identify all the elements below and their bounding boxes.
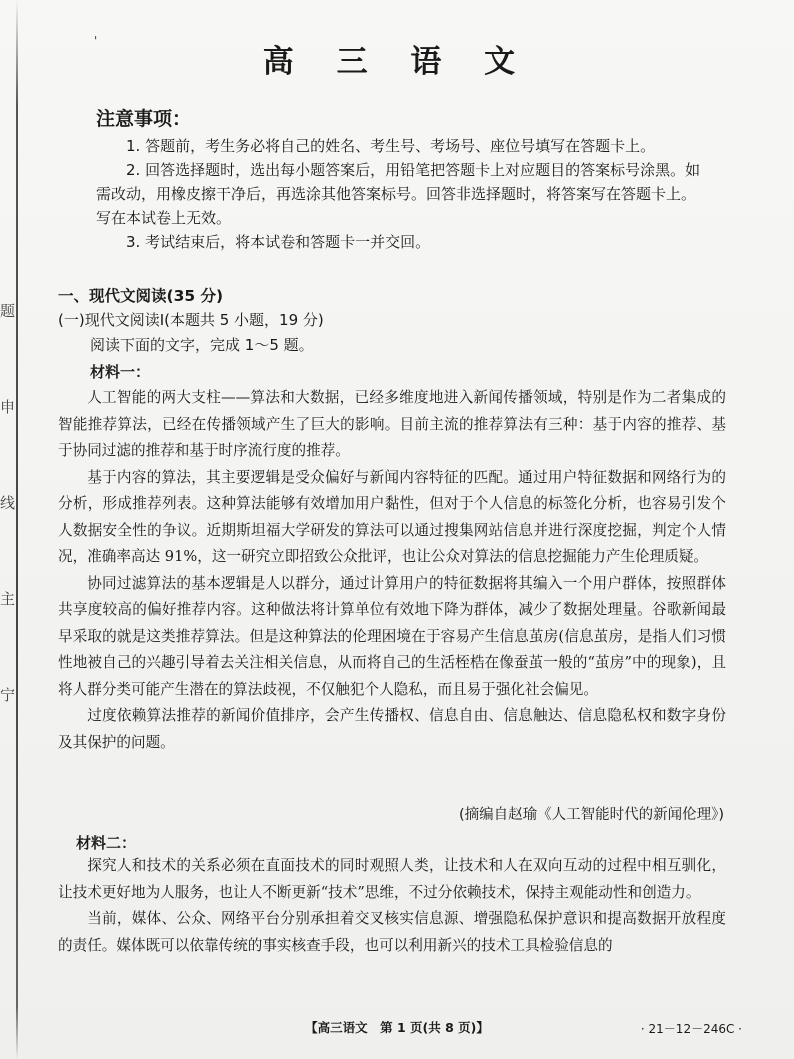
margin-mark: 申 [0,398,16,416]
margin-mark: 线 [0,494,16,512]
corner-mark: ' [94,34,98,48]
margin-mark: 宁 [0,686,16,704]
subsection-title: (一)现代文阅读Ⅰ(本题共 5 小题，19 分) [58,311,324,329]
paragraph: 过度依赖算法推荐的新闻价值排序，会产生传播权、信息自由、信息触达、信息隐私权和数字身份及其保护的问题。 [58,707,726,751]
notice-heading: 注意事项： [96,108,192,130]
page-footer-code: · 21－12－246C · [640,1022,742,1036]
section-title: 一、现代文阅读(35 分) [58,287,224,305]
exam-title: 高 三 语 文 [262,44,532,80]
notice-list [96,134,708,254]
material-one-source: (摘编自赵瑜《人工智能时代的新闻伦理》) [458,807,724,823]
reading-instruction: 阅读下面的文字，完成 1～5 题。 [90,336,314,354]
notice-item: 3. 考试结束后，将本试卷和答题卡一并交回。 [126,233,431,251]
page-footer-label: 【高三语文 第 1 页(共 8 页)】 [305,1020,489,1035]
paragraph: 探究人和技术的关系必须在直面技术的同时观照人类，让技术和人在双向互动的过程中相互驯化，让技术更好地为人服务，也让人不断更新“技术”思维，不过分依赖技术，保持主观能动性和创造力。 [58,857,726,901]
margin-mark: 题 [0,302,16,320]
material-two-label: 材料二： [76,834,137,852]
paragraph: 协同过滤算法的基本逻辑是人以群分，通过计算用户的特征数据将其编入一个用户群体，按照群体共享度较高的偏好推荐内容。这种做法将计算单位有效地下降为群体，减少了数据处理量。谷歌新闻最早采取的就是这类推荐算法。但是这种算法的伦理困境在于容易产生信息茧房(信息茧房，是指人们习惯性地被自己的兴趣引导着去关注相关信息，从而将自己的生活桎梏在像蚕茧一般的“茧房”中的现象)，且将人群分类可能产生潜在的算法歧视，不仅触犯个人隐私，而且易于强化社会偏见。 [58,574,726,698]
material-one-label: 材料一： [90,363,151,381]
material-two-text [58,853,726,959]
paragraph: 基于内容的算法，其主要逻辑是受众偏好与新闻内容特征的匹配。通过用户特征数据和网络行为的分析，形成推荐列表。这种算法能够有效增加用户黏性，但对于个人信息的标签化分析，也容易引发个人数据安全性的争议。近期斯坦福大学研发的算法可以通过搜集网站信息并进行深度挖掘，判定个人情况，准确率高达 91%，这一研究立即招致公众批评，也让公众对算法的信息挖掘能力产生伦理质疑。 [58,468,726,565]
margin-mark: 主 [0,590,16,608]
binding-margin-marks [0,300,14,780]
paragraph: 人工智能的两大支柱——算法和大数据，已经多维度地进入新闻传播领域，特别是作为二者集成的智能推荐算法，已经在传播领域产生了巨大的影响。目前主流的推荐算法有三种：基于内容的推荐、基于协同过滤的推荐和基于时序流行度的推荐。 [58,389,726,459]
notice-item: 1. 答题前，考生务必将自己的姓名、考生号、考场号、座位号填写在答题卡上。 [126,137,656,155]
notice-item: 2. 回答选择题时，选出每小题答案后，用铅笔把答题卡上对应题目的答案标号涂黑。如需改动，用橡皮擦干净后，再选涂其他答案标号。回答非选择题时，将答案写在答题卡上。写在本试卷上无效。 [96,161,701,227]
material-one-text [58,385,726,756]
paragraph: 当前，媒体、公众、网络平台分别承担着交叉核实信息源、增强隐私保护意识和提高数据开放程度的责任。媒体既可以依靠传统的事实核查手段，也可以利用新兴的技术工具检验信息的 [58,910,726,954]
binding-margin-line [16,0,18,1059]
